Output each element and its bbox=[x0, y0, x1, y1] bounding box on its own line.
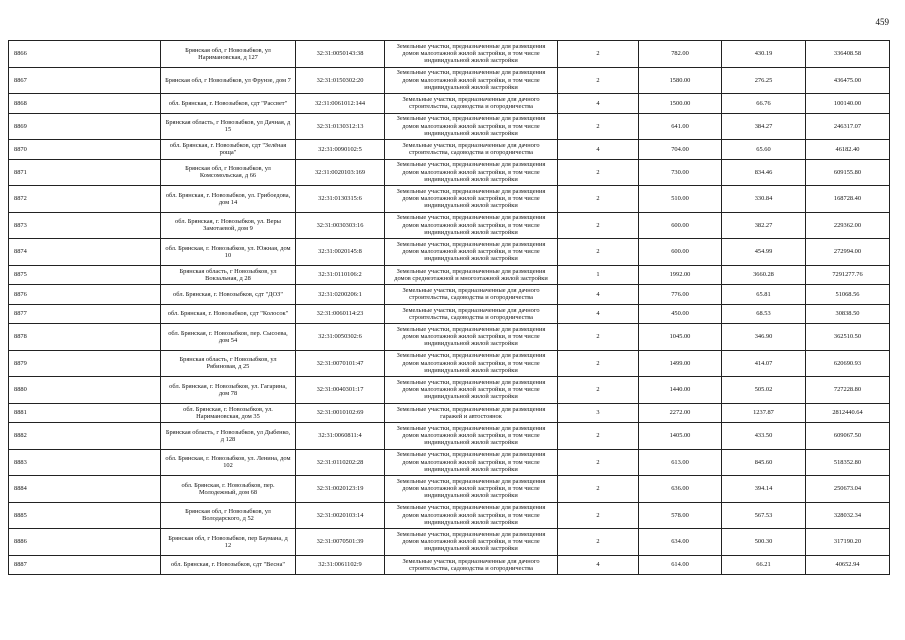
use-group-cell: 2 bbox=[558, 324, 639, 351]
use-group-cell: 2 bbox=[558, 159, 639, 186]
use-group-cell: 2 bbox=[558, 476, 639, 503]
area-cell: 1499.00 bbox=[639, 350, 722, 377]
table-row bbox=[9, 555, 890, 575]
address-cell: Брянская обл, г Новозыбков, пер Баумана, д 12 bbox=[161, 529, 296, 556]
cadastral-value-cell: 7291277.76 bbox=[806, 265, 890, 285]
area-cell: 1440.00 bbox=[639, 377, 722, 404]
specific-value-cell: 433.50 bbox=[722, 423, 806, 450]
cadastral-number-cell: 32:31:0110202:28 bbox=[296, 449, 385, 476]
area-cell: 1992.00 bbox=[639, 265, 722, 285]
address-cell: Брянская область, г Новозыбков, ул Дачная, д 15 bbox=[161, 113, 296, 140]
specific-value-cell: 454.99 bbox=[722, 239, 806, 266]
area-cell: 578.00 bbox=[639, 502, 722, 529]
use-group-cell: 4 bbox=[558, 140, 639, 160]
row-number-cell: 8884 bbox=[9, 476, 161, 503]
specific-value-cell: 276.25 bbox=[722, 67, 806, 94]
land-use-cell: Земельные участки, предназначенные для размещения гаражей и автостоянок bbox=[385, 403, 558, 423]
cadastral-value-cell: 362510.50 bbox=[806, 324, 890, 351]
row-number-cell: 8887 bbox=[9, 555, 161, 575]
table-row bbox=[9, 350, 890, 377]
use-group-cell: 2 bbox=[558, 377, 639, 404]
specific-value-cell: 382.27 bbox=[722, 212, 806, 239]
cadastral-number-cell: 32:31:0040301:17 bbox=[296, 377, 385, 404]
use-group-cell: 2 bbox=[558, 239, 639, 266]
cadastral-value-cell: 436475.00 bbox=[806, 67, 890, 94]
table-row bbox=[9, 113, 890, 140]
area-cell: 614.00 bbox=[639, 555, 722, 575]
cadastral-number-cell: 32:31:0020103:14 bbox=[296, 502, 385, 529]
specific-value-cell: 394.14 bbox=[722, 476, 806, 503]
cadastral-value-cell: 609155.80 bbox=[806, 159, 890, 186]
cadastral-value-cell: 727228.80 bbox=[806, 377, 890, 404]
cadastral-value-cell: 518352.80 bbox=[806, 449, 890, 476]
table-row bbox=[9, 324, 890, 351]
table-row bbox=[9, 140, 890, 160]
row-number-cell: 8871 bbox=[9, 159, 161, 186]
area-cell: 1045.00 bbox=[639, 324, 722, 351]
land-use-cell: Земельные участки, предназначенные для размещения домов малоэтажной жилой застройки, в том числе индивидуальной жилой застройки bbox=[385, 423, 558, 450]
specific-value-cell: 500.30 bbox=[722, 529, 806, 556]
land-use-cell: Земельные участки, предназначенные для дачного строительства, садоводства и огородничества bbox=[385, 94, 558, 114]
table-row bbox=[9, 41, 890, 68]
specific-value-cell: 66.21 bbox=[722, 555, 806, 575]
address-cell: обл. Брянская, г. Новозыбков, ул. Веры Замотаевой, дом 9 bbox=[161, 212, 296, 239]
table-row bbox=[9, 285, 890, 305]
row-number-cell: 8879 bbox=[9, 350, 161, 377]
table-row bbox=[9, 476, 890, 503]
row-number-cell: 8883 bbox=[9, 449, 161, 476]
table-row bbox=[9, 304, 890, 324]
row-number-cell: 8881 bbox=[9, 403, 161, 423]
area-cell: 1580.00 bbox=[639, 67, 722, 94]
specific-value-cell: 834.46 bbox=[722, 159, 806, 186]
specific-value-cell: 65.81 bbox=[722, 285, 806, 305]
row-number-cell: 8875 bbox=[9, 265, 161, 285]
cadastral-number-cell: 32:31:0020103:169 bbox=[296, 159, 385, 186]
area-cell: 510.00 bbox=[639, 186, 722, 213]
table-row bbox=[9, 403, 890, 423]
cadastral-number-cell: 32:31:0061012:144 bbox=[296, 94, 385, 114]
specific-value-cell: 66.76 bbox=[722, 94, 806, 114]
land-use-cell: Земельные участки, предназначенные для дачного строительства, садоводства и огородничества bbox=[385, 304, 558, 324]
page-number: 459 bbox=[875, 17, 889, 27]
use-group-cell: 2 bbox=[558, 449, 639, 476]
specific-value-cell: 68.53 bbox=[722, 304, 806, 324]
area-cell: 600.00 bbox=[639, 239, 722, 266]
land-use-cell: Земельные участки, предназначенные для размещения домов малоэтажной жилой застройки, в том числе индивидуальной жилой застройки bbox=[385, 186, 558, 213]
address-cell: обл. Брянская, г. Новозыбков, ул. Гагарина, дом 78 bbox=[161, 377, 296, 404]
use-group-cell: 2 bbox=[558, 186, 639, 213]
specific-value-cell: 3660.28 bbox=[722, 265, 806, 285]
table-row bbox=[9, 423, 890, 450]
land-use-cell: Земельные участки, предназначенные для размещения домов малоэтажной жилой застройки, в том числе индивидуальной жилой застройки bbox=[385, 377, 558, 404]
use-group-cell: 4 bbox=[558, 94, 639, 114]
table-row bbox=[9, 212, 890, 239]
cadastral-number-cell: 32:31:0030303:16 bbox=[296, 212, 385, 239]
cadastral-number-cell: 32:31:0061102:9 bbox=[296, 555, 385, 575]
address-cell: обл. Брянская, г. Новозыбков, ул. Ленина, дом 102 bbox=[161, 449, 296, 476]
area-cell: 450.00 bbox=[639, 304, 722, 324]
specific-value-cell: 430.19 bbox=[722, 41, 806, 68]
use-group-cell: 2 bbox=[558, 529, 639, 556]
cadastral-number-cell: 32:31:0060811:4 bbox=[296, 423, 385, 450]
specific-value-cell: 1237.87 bbox=[722, 403, 806, 423]
cadastral-value-cell: 250673.04 bbox=[806, 476, 890, 503]
row-number-cell: 8877 bbox=[9, 304, 161, 324]
area-cell: 776.00 bbox=[639, 285, 722, 305]
cadastral-value-cell: 328032.34 bbox=[806, 502, 890, 529]
address-cell: обл. Брянская, г. Новозыбков, сдт "ДОЗ" bbox=[161, 285, 296, 305]
cadastral-value-cell: 100140.00 bbox=[806, 94, 890, 114]
address-cell: обл. Брянская, г. Новозыбков, пер. Молодежный, дом 68 bbox=[161, 476, 296, 503]
area-cell: 782.00 bbox=[639, 41, 722, 68]
land-use-cell: Земельные участки, предназначенные для размещения домов малоэтажной жилой застройки, в том числе индивидуальной жилой застройки bbox=[385, 212, 558, 239]
row-number-cell: 8886 bbox=[9, 529, 161, 556]
land-use-cell: Земельные участки, предназначенные для размещения домов малоэтажной жилой застройки, в том числе индивидуальной жилой застройки bbox=[385, 350, 558, 377]
address-cell: обл. Брянская, г. Новозыбков, сдт "Весна" bbox=[161, 555, 296, 575]
use-group-cell: 4 bbox=[558, 304, 639, 324]
address-cell: обл. Брянская, г. Новозыбков, сдт "Колосок" bbox=[161, 304, 296, 324]
cadastral-value-cell: 51068.56 bbox=[806, 285, 890, 305]
area-cell: 730.00 bbox=[639, 159, 722, 186]
table-row bbox=[9, 377, 890, 404]
land-use-cell: Земельные участки, предназначенные для дачного строительства, садоводства и огородничества bbox=[385, 285, 558, 305]
use-group-cell: 2 bbox=[558, 423, 639, 450]
specific-value-cell: 845.60 bbox=[722, 449, 806, 476]
use-group-cell: 1 bbox=[558, 265, 639, 285]
cadastral-number-cell: 32:31:0070101:47 bbox=[296, 350, 385, 377]
cadastral-value-cell: 317190.20 bbox=[806, 529, 890, 556]
cadastral-number-cell: 32:31:0130312:13 bbox=[296, 113, 385, 140]
address-cell: обл. Брянская, г. Новозыбков, ул. Южная, дом 10 bbox=[161, 239, 296, 266]
use-group-cell: 2 bbox=[558, 41, 639, 68]
address-cell: Брянская область, г Новозыбков, ул Дыбенко, д 128 bbox=[161, 423, 296, 450]
row-number-cell: 8872 bbox=[9, 186, 161, 213]
specific-value-cell: 384.27 bbox=[722, 113, 806, 140]
address-cell: Брянская область, г Новозыбков, ул Рябиновая, д 25 bbox=[161, 350, 296, 377]
cadastral-value-cell: 336408.58 bbox=[806, 41, 890, 68]
cadastral-number-cell: 32:31:0060114:23 bbox=[296, 304, 385, 324]
area-cell: 2272.00 bbox=[639, 403, 722, 423]
table-row bbox=[9, 265, 890, 285]
land-use-cell: Земельные участки, предназначенные для размещения домов малоэтажной жилой застройки, в том числе индивидуальной жилой застройки bbox=[385, 159, 558, 186]
row-number-cell: 8870 bbox=[9, 140, 161, 160]
use-group-cell: 2 bbox=[558, 350, 639, 377]
area-cell: 636.00 bbox=[639, 476, 722, 503]
specific-value-cell: 346.90 bbox=[722, 324, 806, 351]
address-cell: Брянская обл, г Новозыбков, ул Фрунзе, дом 7 bbox=[161, 67, 296, 94]
table-row bbox=[9, 529, 890, 556]
cadastral-number-cell: 32:31:0110106:2 bbox=[296, 265, 385, 285]
area-cell: 613.00 bbox=[639, 449, 722, 476]
use-group-cell: 2 bbox=[558, 67, 639, 94]
address-cell: обл. Брянская, г. Новозыбков, сдт "Рассвет" bbox=[161, 94, 296, 114]
row-number-cell: 8874 bbox=[9, 239, 161, 266]
table-row bbox=[9, 186, 890, 213]
row-number-cell: 8873 bbox=[9, 212, 161, 239]
land-use-cell: Земельные участки, предназначенные для дачного строительства, садоводства и огородничества bbox=[385, 555, 558, 575]
cadastral-number-cell: 32:31:0010102:69 bbox=[296, 403, 385, 423]
use-group-cell: 2 bbox=[558, 113, 639, 140]
row-number-cell: 8869 bbox=[9, 113, 161, 140]
cadastral-value-cell: 30838.50 bbox=[806, 304, 890, 324]
land-use-cell: Земельные участки, предназначенные для размещения домов малоэтажной жилой застройки, в том числе индивидуальной жилой застройки bbox=[385, 67, 558, 94]
row-number-cell: 8867 bbox=[9, 67, 161, 94]
row-number-cell: 8866 bbox=[9, 41, 161, 68]
row-number-cell: 8878 bbox=[9, 324, 161, 351]
specific-value-cell: 414.07 bbox=[722, 350, 806, 377]
land-use-cell: Земельные участки, предназначенные для размещения домов малоэтажной жилой застройки, в том числе индивидуальной жилой застройки bbox=[385, 324, 558, 351]
land-use-cell: Земельные участки, предназначенные для размещения домов малоэтажной жилой застройки, в том числе индивидуальной жилой застройки bbox=[385, 502, 558, 529]
area-cell: 634.00 bbox=[639, 529, 722, 556]
cadastral-value-cell: 620690.93 bbox=[806, 350, 890, 377]
land-use-cell: Земельные участки, предназначенные для размещения домов малоэтажной жилой застройки, в том числе индивидуальной жилой застройки bbox=[385, 239, 558, 266]
use-group-cell: 3 bbox=[558, 403, 639, 423]
address-cell: Брянская обл, г Новозыбков, ул Наримановская, д 127 bbox=[161, 41, 296, 68]
address-cell: обл. Брянская, г. Новозыбков, ул. Наримановская, дом 35 bbox=[161, 403, 296, 423]
use-group-cell: 4 bbox=[558, 285, 639, 305]
cadastral-number-cell: 32:31:0130315:6 bbox=[296, 186, 385, 213]
table-row bbox=[9, 159, 890, 186]
land-use-cell: Земельные участки, предназначенные для размещения домов малоэтажной жилой застройки, в том числе индивидуальной жилой застройки bbox=[385, 41, 558, 68]
land-use-cell: Земельные участки, предназначенные для размещения домов малоэтажной жилой застройки, в том числе индивидуальной жилой застройки bbox=[385, 529, 558, 556]
area-cell: 600.00 bbox=[639, 212, 722, 239]
cadastral-value-cell: 2812440.64 bbox=[806, 403, 890, 423]
address-cell: обл. Брянская, г. Новозыбков, сдт "Зелёная роща" bbox=[161, 140, 296, 160]
address-cell: Брянская область, г Новозыбков, ул Вокзальная, д 28 bbox=[161, 265, 296, 285]
specific-value-cell: 505.02 bbox=[722, 377, 806, 404]
row-number-cell: 8868 bbox=[9, 94, 161, 114]
row-number-cell: 8885 bbox=[9, 502, 161, 529]
table-row bbox=[9, 239, 890, 266]
table-row bbox=[9, 502, 890, 529]
land-use-cell: Земельные участки, предназначенные для дачного строительства, садоводства и огородничества bbox=[385, 140, 558, 160]
address-cell: обл. Брянская, г. Новозыбков, пер. Сысоева, дом 54 bbox=[161, 324, 296, 351]
cadastral-value-cell: 168728.40 bbox=[806, 186, 890, 213]
land-use-cell: Земельные участки, предназначенные для размещения домов малоэтажной жилой застройки, в том числе индивидуальной жилой застройки bbox=[385, 449, 558, 476]
cadastral-value-cell: 609067.50 bbox=[806, 423, 890, 450]
row-number-cell: 8882 bbox=[9, 423, 161, 450]
table-row bbox=[9, 449, 890, 476]
cadastral-number-cell: 32:31:0020145:8 bbox=[296, 239, 385, 266]
specific-value-cell: 567.53 bbox=[722, 502, 806, 529]
use-group-cell: 2 bbox=[558, 502, 639, 529]
land-use-cell: Земельные участки, предназначенные для размещения домов малоэтажной жилой застройки, в том числе индивидуальной жилой застройки bbox=[385, 476, 558, 503]
row-number-cell: 8876 bbox=[9, 285, 161, 305]
cadastral-value-cell: 272994.00 bbox=[806, 239, 890, 266]
table-row bbox=[9, 67, 890, 94]
cadastral-number-cell: 32:31:0090102:5 bbox=[296, 140, 385, 160]
use-group-cell: 4 bbox=[558, 555, 639, 575]
cadastral-number-cell: 32:31:0070501:39 bbox=[296, 529, 385, 556]
specific-value-cell: 330.84 bbox=[722, 186, 806, 213]
cadastral-value-cell: 229362.00 bbox=[806, 212, 890, 239]
address-cell: обл. Брянская, г. Новозыбков, ул. Грибоедова, дом 14 bbox=[161, 186, 296, 213]
land-use-cell: Земельные участки, предназначенные для размещения домов среднеэтажной и многоэтажной жилой застройки bbox=[385, 265, 558, 285]
address-cell: Брянская обл, г Новозыбков, ул Комсомольская, д 66 bbox=[161, 159, 296, 186]
address-cell: Брянская обл, г Новозыбков, ул Володарского, д 52 bbox=[161, 502, 296, 529]
area-cell: 1500.00 bbox=[639, 94, 722, 114]
land-use-cell: Земельные участки, предназначенные для размещения домов малоэтажной жилой застройки, в том числе индивидуальной жилой застройки bbox=[385, 113, 558, 140]
table-body bbox=[9, 41, 890, 575]
cadastral-value-table bbox=[8, 40, 890, 575]
use-group-cell: 2 bbox=[558, 212, 639, 239]
area-cell: 704.00 bbox=[639, 140, 722, 160]
row-number-cell: 8880 bbox=[9, 377, 161, 404]
cadastral-number-cell: 32:31:0150302:20 bbox=[296, 67, 385, 94]
area-cell: 1405.00 bbox=[639, 423, 722, 450]
cadastral-number-cell: 32:31:0050143:38 bbox=[296, 41, 385, 68]
cadastral-value-cell: 246317.07 bbox=[806, 113, 890, 140]
table-row bbox=[9, 94, 890, 114]
cadastral-value-cell: 40652.94 bbox=[806, 555, 890, 575]
area-cell: 641.00 bbox=[639, 113, 722, 140]
cadastral-number-cell: 32:31:0200206:1 bbox=[296, 285, 385, 305]
specific-value-cell: 65.60 bbox=[722, 140, 806, 160]
cadastral-number-cell: 32:31:0020123:19 bbox=[296, 476, 385, 503]
cadastral-number-cell: 32:31:0050302:6 bbox=[296, 324, 385, 351]
cadastral-value-cell: 46182.40 bbox=[806, 140, 890, 160]
